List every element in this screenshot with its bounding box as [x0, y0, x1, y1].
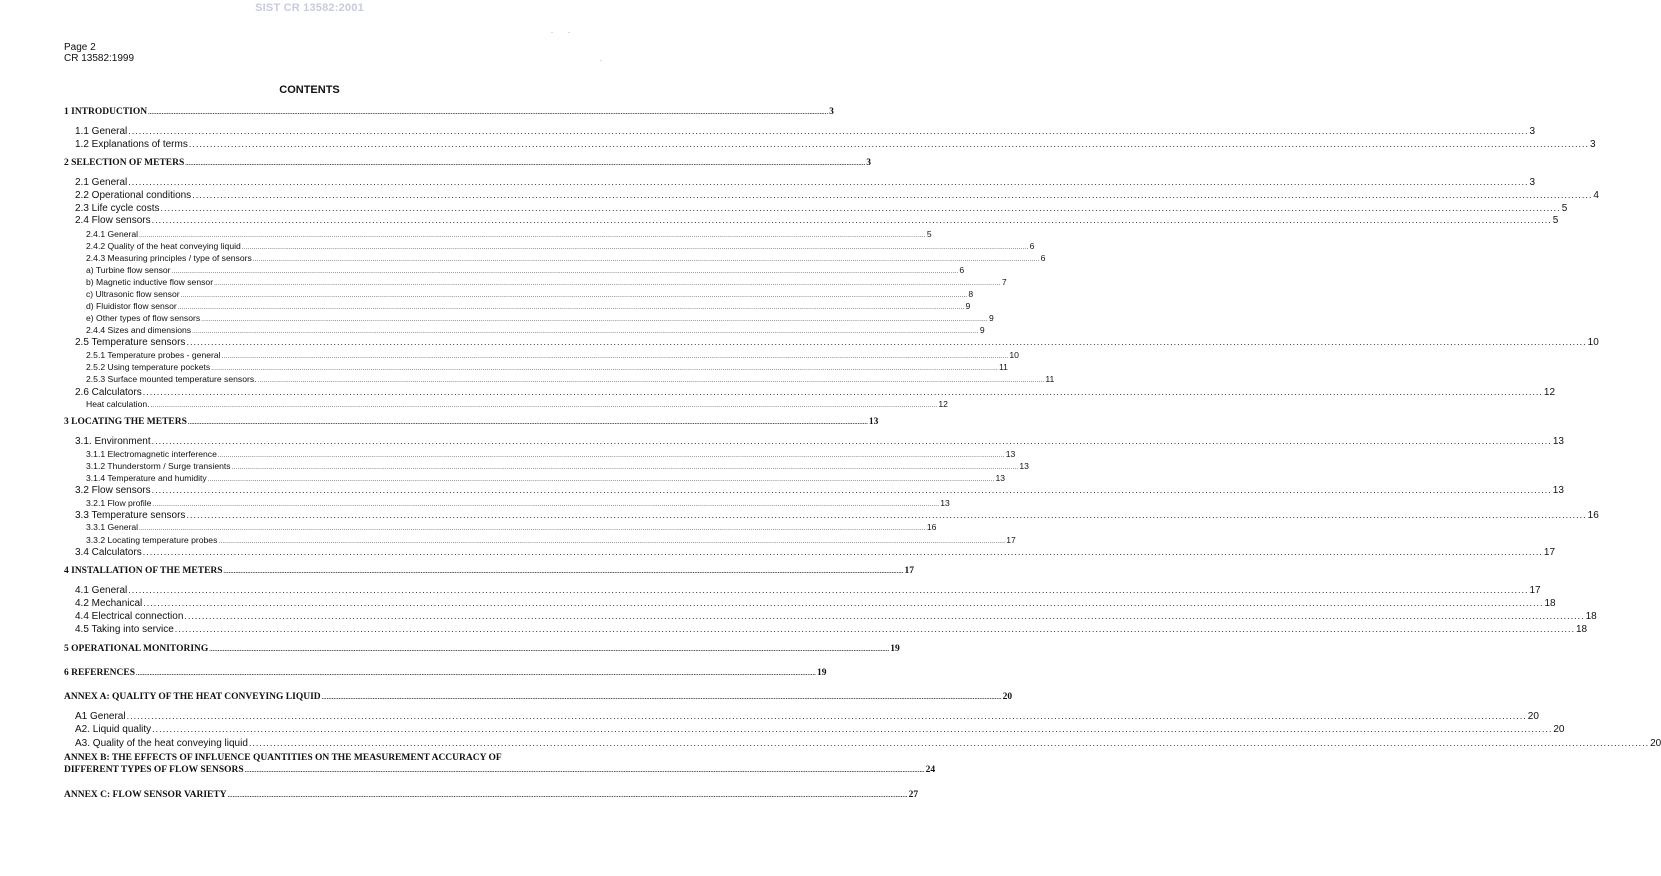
toc-page-number: 9	[988, 313, 994, 323]
toc-entry-title: 1.2 Explanations of terms	[75, 139, 188, 150]
toc-entry[interactable]	[75, 611, 1597, 622]
toc-entry[interactable]	[86, 498, 950, 508]
toc-entry-title: 2.5.3 Surface mounted temperature sensors.	[86, 374, 257, 384]
dot-leader: ................................................................................................................................................................................................................................................................................................................................................................................................................	[142, 547, 1543, 557]
toc-page-number: 18	[1575, 624, 1588, 635]
toc-entry[interactable]	[75, 711, 1539, 722]
toc-entry[interactable]	[86, 265, 965, 275]
toc-entry[interactable]	[75, 139, 1596, 150]
toc-entry[interactable]	[86, 449, 1016, 459]
toc-annex-b-line2[interactable]	[64, 765, 936, 775]
toc-entry-title: 2.1 General	[75, 177, 128, 188]
toc-entry[interactable]	[75, 598, 1556, 609]
toc-entry-title: 2.2 Operational conditions	[75, 190, 192, 201]
dot-leader: ................................................................................................................................................................................................................................................................................................................................................................................................................	[128, 126, 1529, 136]
toc-entry-title: 2.5 Temperature sensors	[75, 337, 186, 348]
toc-page-number: 13	[1552, 436, 1564, 447]
toc-entry[interactable]	[86, 461, 1029, 471]
toc-entry-title: 2 SELECTION OF METERS	[64, 158, 185, 168]
toc-entry[interactable]	[64, 158, 872, 168]
toc-entry[interactable]	[64, 668, 827, 678]
toc-entry-title: 3.2 Flow sensors	[75, 485, 151, 496]
toc-entry-title: 2.4.1 General	[86, 229, 139, 239]
toc-entry-title: 4 INSTALLATION OF THE METERS	[64, 566, 223, 576]
toc-entry[interactable]	[64, 692, 1013, 702]
toc-entry[interactable]	[86, 277, 1007, 287]
toc-page-number: 18	[1585, 611, 1597, 622]
toc-entry-title: c) Ultrasonic flow sensor	[86, 289, 180, 299]
toc-entry[interactable]	[75, 203, 1568, 214]
toc-page-number: 6	[1040, 253, 1046, 263]
toc-entry-title: 3.1.2 Thunderstorm / Surge transients	[86, 461, 231, 471]
toc-entry[interactable]	[86, 522, 937, 532]
toc-entry-title: 5 OPERATIONAL MONITORING	[64, 644, 209, 654]
toc-page-number: 5	[1561, 203, 1568, 214]
toc-entry-title: 3.3 Temperature sensors	[75, 510, 186, 521]
toc-page-number: 13	[1005, 449, 1016, 459]
dot-leader: ................................................................................................................................................................................................................................................................................................................................................................................................................	[171, 269, 959, 275]
toc-entry[interactable]	[75, 215, 1559, 226]
toc-entry[interactable]	[75, 177, 1536, 188]
dot-leader: ................................................................................................................................................................................................................................................................................................................................................................................................................	[151, 215, 1552, 225]
toc-page-number: 3	[866, 158, 872, 168]
toc-entry-title: 2.5.1 Temperature probes - general	[86, 350, 221, 360]
toc-entry-title: ANNEX B: THE EFFECTS OF INFLUENCE QUANTITIES ON THE MEASUREMENT ACCURACY OF	[64, 753, 502, 763]
toc-entry-title: ANNEX C: FLOW SENSOR VARIETY	[64, 790, 227, 800]
toc-entry-title: b) Magnetic inductive flow sensor	[86, 277, 214, 287]
toc-page-number: 9	[965, 301, 971, 311]
toc-entry[interactable]	[86, 241, 1035, 251]
toc-page-number: 3	[829, 107, 834, 117]
toc-entry[interactable]	[86, 374, 1055, 384]
toc-page-number: 7	[1001, 277, 1007, 287]
toc-entry-title: 2.6 Calculators	[75, 387, 142, 398]
dot-leader: ................................................................................................................................................................................................................................................................................................................................................................................................................	[248, 738, 1650, 748]
toc-page-number: 24	[925, 765, 936, 775]
toc-entry-title: 4.4 Electrical connection	[75, 611, 184, 622]
toc-page-number: 9	[979, 325, 985, 335]
toc-entry[interactable]	[86, 289, 974, 299]
toc-entry-title: 4.5 Taking into service	[75, 624, 174, 635]
toc-page-number: 11	[999, 362, 1008, 372]
toc-page-number: 11	[1045, 374, 1055, 384]
toc-page-number: 10	[1009, 350, 1019, 360]
toc-entry-title: 1.1 General	[75, 126, 128, 137]
toc-entry-title: a) Turbine flow sensor	[86, 265, 171, 275]
toc-entry[interactable]	[75, 724, 1565, 735]
toc-entry-title: 3 LOCATING THE METERS	[64, 417, 187, 427]
toc-entry-title: 2.4.3 Measuring principles / type of sensors	[86, 253, 252, 263]
dot-leader: ................................................................................................................................................................................................................................................................................................................................................................................................................	[214, 281, 1001, 287]
toc-page-number: 5	[1552, 215, 1559, 226]
toc-page-number: 13	[940, 498, 950, 508]
toc-entry-title: 2.4.4 Sizes and dimensions	[86, 325, 192, 335]
dot-leader: ................................................................................................................................................................................................................................................................................................................................................................................................................	[241, 245, 1029, 251]
dot-leader: ................................................................................................................................................................................................................................................................................................................................................................................................................	[207, 477, 995, 483]
toc-page-number: 5	[926, 229, 932, 239]
page-header	[64, 42, 134, 64]
dot-leader: ................................................................................................................................................................................................................................................................................................................................................................................................................	[227, 793, 908, 799]
scan-speck: ·	[600, 58, 602, 64]
toc-entry[interactable]	[75, 190, 1599, 201]
watermark: SIST CR 13582:2001	[255, 2, 364, 14]
toc-entry-title: DIFFERENT TYPES OF FLOW SENSORS	[64, 765, 244, 775]
dot-leader: ................................................................................................................................................................................................................................................................................................................................................................................................................	[184, 611, 1585, 621]
toc-entry[interactable]	[75, 510, 1599, 521]
dot-leader: ................................................................................................................................................................................................................................................................................................................................................................................................................	[221, 354, 1009, 360]
toc-page-number: 6	[959, 265, 965, 275]
toc-page-number: 19	[817, 668, 827, 678]
toc-entry[interactable]	[86, 473, 1006, 483]
page-number: Page 2	[64, 42, 96, 53]
toc-entry[interactable]	[75, 436, 1564, 447]
document-id: CR 13582:1999	[64, 53, 135, 64]
toc-entry-title: 3.3.2 Locating temperature probes	[86, 535, 218, 545]
dot-leader: ................................................................................................................................................................................................................................................................................................................................................................................................................	[180, 293, 968, 299]
toc-entry-title: 6 REFERENCES	[64, 668, 135, 678]
toc-entry[interactable]	[64, 417, 879, 427]
toc-page-number: 18	[1544, 598, 1556, 609]
toc-page-number: 13	[995, 473, 1006, 483]
toc-entry-title: 2.3 Life cycle costs	[75, 203, 160, 214]
dot-leader: ................................................................................................................................................................................................................................................................................................................................................................................................................	[231, 465, 1019, 471]
dot-leader: ................................................................................................................................................................................................................................................................................................................................................................................................................	[244, 768, 925, 774]
dot-leader: ................................................................................................................................................................................................................................................................................................................................................................................................................	[128, 585, 1529, 595]
toc-entry[interactable]	[64, 566, 915, 576]
dot-leader: ................................................................................................................................................................................................................................................................................................................................................................................................................	[152, 502, 940, 508]
toc-entry[interactable]	[75, 624, 1588, 635]
dot-leader: ................................................................................................................................................................................................................................................................................................................................................................................................................	[126, 711, 1527, 721]
toc-page-number: 17	[904, 566, 915, 576]
toc-page-number: 10	[1587, 337, 1599, 348]
toc-annex-c[interactable]	[64, 790, 919, 800]
toc-entry[interactable]	[75, 387, 1556, 398]
toc-entry-title: d) Fluidistor flow sensor	[86, 301, 177, 311]
dot-leader: ................................................................................................................................................................................................................................................................................................................................................................................................................	[192, 329, 979, 335]
dot-leader: ................................................................................................................................................................................................................................................................................................................................................................................................................	[150, 403, 938, 409]
toc-page-number: 8	[968, 289, 974, 299]
toc-entry[interactable]	[86, 535, 1016, 545]
dot-leader: ................................................................................................................................................................................................................................................................................................................................................................................................................	[218, 539, 1006, 545]
toc-page-number: 16	[926, 522, 937, 532]
toc-page-number: 3	[1529, 126, 1536, 137]
toc-entry[interactable]	[86, 313, 994, 323]
toc-page-number: 17	[1006, 535, 1016, 545]
dot-leader: ................................................................................................................................................................................................................................................................................................................................................................................................................	[186, 337, 1587, 347]
dot-leader: ................................................................................................................................................................................................................................................................................................................................................................................................................	[139, 233, 926, 239]
toc-page-number: 12	[1543, 387, 1556, 398]
toc-page-number: 20	[1002, 692, 1013, 702]
toc-entry-title: e) Other types of flow sensors	[86, 313, 201, 323]
dot-leader: ................................................................................................................................................................................................................................................................................................................................................................................................................	[217, 453, 1005, 459]
toc-entry[interactable]	[75, 547, 1556, 558]
toc-entry-title: 3.4 Calculators	[75, 547, 142, 558]
dot-leader: ................................................................................................................................................................................................................................................................................................................................................................................................................	[201, 317, 988, 323]
toc-page-number: 13	[1552, 485, 1564, 496]
toc-page-number: 3	[1590, 139, 1596, 150]
toc-entry[interactable]	[75, 126, 1536, 137]
toc-entry-title: 3.1.1 Electromagnetic interference	[86, 449, 217, 459]
toc-entry-title: A2. Liquid quality	[75, 724, 152, 735]
dot-leader: ................................................................................................................................................................................................................................................................................................................................................................................................................	[142, 387, 1543, 397]
dot-leader: ................................................................................................................................................................................................................................................................................................................................................................................................................	[188, 139, 1590, 149]
dot-leader: ................................................................................................................................................................................................................................................................................................................................................................................................................	[185, 161, 866, 167]
toc-entry-title: 3.1.4 Temperature and humidity	[86, 473, 207, 483]
toc-entry-title: 2.4 Flow sensors	[75, 215, 151, 226]
toc-entry[interactable]	[75, 337, 1599, 348]
dot-leader: ................................................................................................................................................................................................................................................................................................................................................................................................................	[160, 203, 1561, 213]
toc-entry-title: 2.5.2 Using temperature pockets	[86, 362, 211, 372]
toc-entry[interactable]	[86, 350, 1019, 360]
toc-page-number: 3	[1529, 177, 1536, 188]
dot-leader: ................................................................................................................................................................................................................................................................................................................................................................................................................	[151, 485, 1552, 495]
toc-page-number: 16	[1587, 510, 1599, 521]
toc-page-number: 4	[1593, 190, 1599, 201]
dot-leader: ................................................................................................................................................................................................................................................................................................................................................................................................................	[223, 569, 904, 575]
toc-entry-title: 2.4.2 Quality of the heat conveying liquid	[86, 241, 241, 251]
toc-entry[interactable]	[64, 644, 900, 654]
toc-entry-title: 4.1 General	[75, 585, 128, 596]
toc-page-number: 13	[868, 417, 879, 427]
dot-leader: ................................................................................................................................................................................................................................................................................................................................................................................................................	[177, 305, 965, 311]
dot-leader: ................................................................................................................................................................................................................................................................................................................................................................................................................	[186, 510, 1587, 520]
dot-leader: ................................................................................................................................................................................................................................................................................................................................................................................................................	[139, 526, 926, 532]
toc-entry[interactable]	[75, 738, 1661, 749]
dot-leader: ................................................................................................................................................................................................................................................................................................................................................................................................................	[257, 378, 1045, 384]
toc-page-number: 20	[1553, 724, 1565, 735]
toc-entry[interactable]	[86, 325, 985, 335]
contents-title: CONTENTS	[279, 84, 340, 96]
dot-leader: ................................................................................................................................................................................................................................................................................................................................................................................................................	[128, 177, 1529, 187]
toc-entry-title: ANNEX A: QUALITY OF THE HEAT CONVEYING LIQUID	[64, 692, 321, 702]
toc-page-number: 20	[1527, 711, 1539, 722]
toc-entry-title: A1 General	[75, 711, 126, 722]
toc-entry-title: 3.2.1 Flow profile	[86, 498, 152, 508]
toc-page-number: 17	[1529, 585, 1541, 596]
toc-page-number: 27	[908, 790, 919, 800]
toc-entry[interactable]	[86, 229, 932, 239]
dot-leader: ................................................................................................................................................................................................................................................................................................................................................................................................................	[136, 671, 816, 677]
toc-entry[interactable]	[86, 362, 1008, 372]
dot-leader: ................................................................................................................................................................................................................................................................................................................................................................................................................	[148, 110, 829, 116]
toc-entry-title: A3. Quality of the heat conveying liquid	[75, 738, 248, 749]
toc-page-number: 13	[1019, 461, 1029, 471]
toc-page-number: 19	[890, 644, 900, 654]
toc-entry[interactable]	[75, 585, 1541, 596]
toc-entry-title: 4.2 Mechanical	[75, 598, 143, 609]
dot-leader: ................................................................................................................................................................................................................................................................................................................................................................................................................	[252, 257, 1040, 263]
toc-entry-title: 3.3.1 General	[86, 522, 139, 532]
scan-speck: · ·	[551, 30, 570, 36]
dot-leader: ................................................................................................................................................................................................................................................................................................................................................................................................................	[152, 724, 1553, 734]
dot-leader: ................................................................................................................................................................................................................................................................................................................................................................................................................	[174, 624, 1575, 634]
toc-entry[interactable]	[64, 107, 834, 117]
toc-entry[interactable]	[86, 253, 1046, 263]
toc-annex-b-line1[interactable]	[64, 753, 604, 763]
dot-leader: ................................................................................................................................................................................................................................................................................................................................................................................................................	[143, 598, 1544, 608]
dot-leader: ................................................................................................................................................................................................................................................................................................................................................................................................................	[321, 695, 1002, 701]
dot-leader: ................................................................................................................................................................................................................................................................................................................................................................................................................	[192, 190, 1593, 200]
dot-leader: ................................................................................................................................................................................................................................................................................................................................................................................................................	[151, 436, 1552, 446]
toc-page-number: 20	[1650, 738, 1661, 749]
dot-leader: ................................................................................................................................................................................................................................................................................................................................................................................................................	[187, 420, 868, 426]
toc-page-number: 12	[938, 399, 948, 409]
toc-entry-title: 3.1. Environment	[75, 436, 151, 447]
toc-page-number: 6	[1029, 241, 1035, 251]
toc-entry-title: 1 INTRODUCTION	[64, 107, 148, 117]
dot-leader: ................................................................................................................................................................................................................................................................................................................................................................................................................	[209, 647, 890, 653]
toc-page-number: 17	[1543, 547, 1556, 558]
toc-entry[interactable]	[86, 399, 948, 409]
toc-entry-title: Heat calculation.	[86, 399, 150, 409]
toc-entry[interactable]	[86, 301, 971, 311]
toc-entry[interactable]	[75, 485, 1564, 496]
dot-leader: ................................................................................................................................................................................................................................................................................................................................................................................................................	[211, 366, 998, 372]
